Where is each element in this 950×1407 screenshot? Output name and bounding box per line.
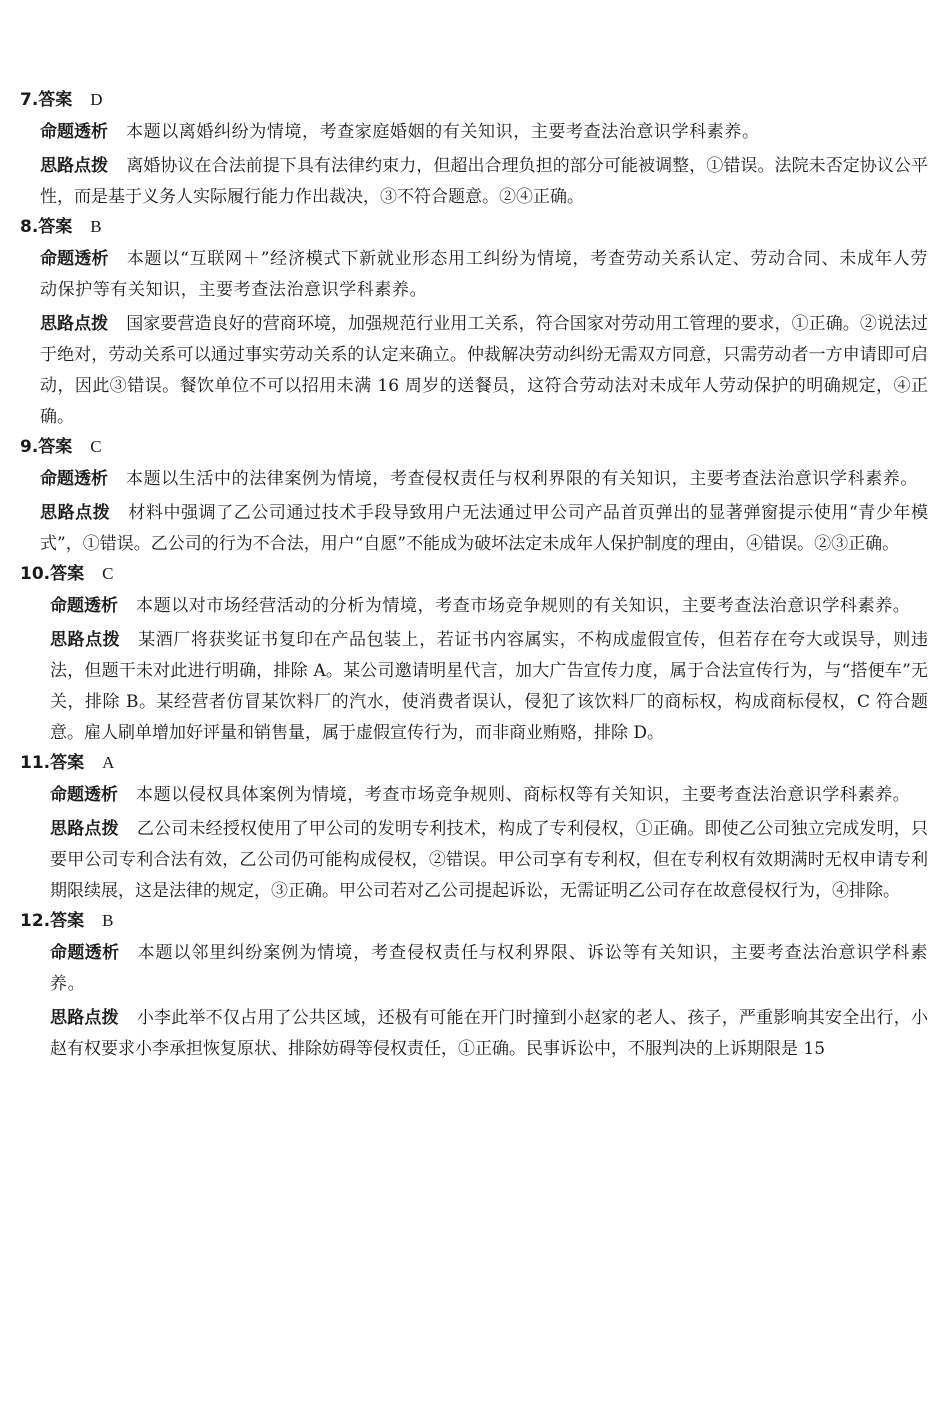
intent-label: 命题透析 [50,785,118,805]
answer-value: C [102,564,114,583]
analysis-block [40,309,928,433]
intent-block [50,938,928,1000]
intent-text: 本题以邻里纠纷案例为情境，考查侵权责任与权利界限、诉讼等有关知识，主要考查法治意识学科素养。 [50,943,928,994]
intent-text: 本题以离婚纠纷为情境，考查家庭婚姻的有关知识，主要考查法治意识学科素养。 [126,122,760,142]
intent-text: 本题以对市场经营活动的分析为情境，考查市场竞争规则的有关知识，主要考查法治意识学科素养。 [136,596,911,616]
question-header [20,749,950,777]
analysis-text: 小李此举不仅占用了公共区域，还极有可能在开门时撞到小赵家的老人、孩子，严重影响其安全出行，小赵有权要求小李承担恢复原状、排除妨碍等侵权责任，①正确。民事诉讼中，不服判决的上诉期限是 15 [50,1008,929,1059]
intent-label: 命题透析 [50,943,120,963]
analysis-block [50,625,928,749]
analysis-block [50,814,928,907]
analysis-label: 思路点拨 [50,819,119,839]
answer-value: C [90,437,102,456]
question-number: 12. [20,911,51,931]
analysis-label: 思路点拨 [50,1008,119,1028]
question-number: 9. [20,437,39,457]
analysis-label: 思路点拨 [40,314,109,334]
answer-value: D [90,90,103,109]
answer-label: 答案 [50,564,85,584]
answer-value: A [102,753,115,772]
analysis-label: 思路点拨 [50,630,121,650]
question-header [20,560,950,588]
analysis-text: 离婚协议在合法前提下具有法律约束力，但超出合理负担的部分可能被调整，①错误。法院未否定协议公平性，而是基于义务人实际履行能力作出裁决，③不符合题意。②④正确。 [40,156,929,207]
question-number: 7. [20,90,39,110]
intent-block [50,780,928,811]
intent-block [50,591,928,622]
intent-label: 命题透析 [50,596,118,616]
analysis-block [40,151,928,213]
question-header [20,213,950,241]
answer-label: 答案 [50,753,85,773]
question-7 [0,86,950,213]
answer-value: B [102,911,114,930]
question-10 [0,560,950,749]
answer-label: 答案 [38,90,73,110]
intent-label: 命题透析 [40,469,108,489]
question-number: 11. [20,753,51,773]
intent-text: 本题以生活中的法律案例为情境，考查侵权责任与权利界限的有关知识，主要考查法治意识学科素养。 [126,469,918,489]
analysis-text: 国家要营造良好的营商环境，加强规范行业用工关系，符合国家对劳动用工管理的要求，①正确。②说法过于绝对，劳动关系可以通过事实劳动关系的认定来确立。仲裁解决劳动纠纷无需双方同意，只需劳动者一方申请即可启动，因此③错误。餐饮单位不可以招用未满 16 周岁的送餐员，这符合劳动法对未成年人劳动保护的明确规定，④正确。 [40,314,929,427]
question-number: 10. [20,564,51,584]
analysis-label: 思路点拨 [40,156,109,176]
analysis-label: 思路点拨 [40,503,111,523]
intent-text: 本题以“互联网＋”经济模式下新就业形态用工纠纷为情境，考查劳动关系认定、劳动合同、未成年人劳动保护等有关知识，主要考查法治意识学科素养。 [40,249,929,300]
intent-block [40,464,928,495]
question-12 [0,907,950,1065]
analysis-text: 材料中强调了乙公司通过技术手段导致用户无法通过甲公司产品首页弹出的显著弹窗提示使用“青少年模式”，①错误。乙公司的行为不合法，用户“自愿”不能成为破坏法定未成年人保护制度的理由，④错误。②③正确。 [40,503,928,554]
analysis-text: 某酒厂将获奖证书复印在产品包装上，若证书内容属实，不构成虚假宣传，但若存在夸大或误导，则违法，但题干未对此进行明确，排除 A。某公司邀请明星代言，加大广告宣传力度，属于合法宣传行为，与“搭便车”无关，排除 B。某经营者仿冒某饮料厂的汽水，使消费者误认，侵犯了该饮料厂的商标权，构成商标侵权，C 符合题意。雇人刷单增加好评量和销售量，属于虚假宣传行为，而非商业贿赂，排除 D。 [50,630,928,743]
intent-block [40,244,928,306]
intent-label: 命题透析 [40,249,109,269]
answer-page [0,86,950,1065]
answer-label: 答案 [38,437,73,457]
question-9 [0,433,950,560]
question-11 [0,749,950,907]
intent-text: 本题以侵权具体案例为情境，考查市场竞争规则、商标权等有关知识，主要考查法治意识学科素养。 [136,785,911,805]
intent-label: 命题透析 [40,122,108,142]
analysis-text: 乙公司未经授权使用了甲公司的发明专利技术，构成了专利侵权，①正确。即使乙公司独立完成发明，只要甲公司专利合法有效，乙公司仍可能构成侵权，②错误。甲公司享有专利权，但在专利权有效期满时无权申请专利期限续展，这是法律的规定，③正确。甲公司若对乙公司提起诉讼，无需证明乙公司存在故意侵权行为，④排除。 [50,819,929,901]
question-header [20,907,950,935]
analysis-block [50,1003,928,1065]
analysis-block [40,498,928,560]
answer-value: B [90,217,102,236]
question-header [20,433,950,461]
answer-label: 答案 [50,911,85,931]
answer-label: 答案 [38,217,73,237]
question-8 [0,213,950,433]
question-number: 8. [20,217,39,237]
question-header [20,86,950,114]
intent-block [40,117,928,148]
